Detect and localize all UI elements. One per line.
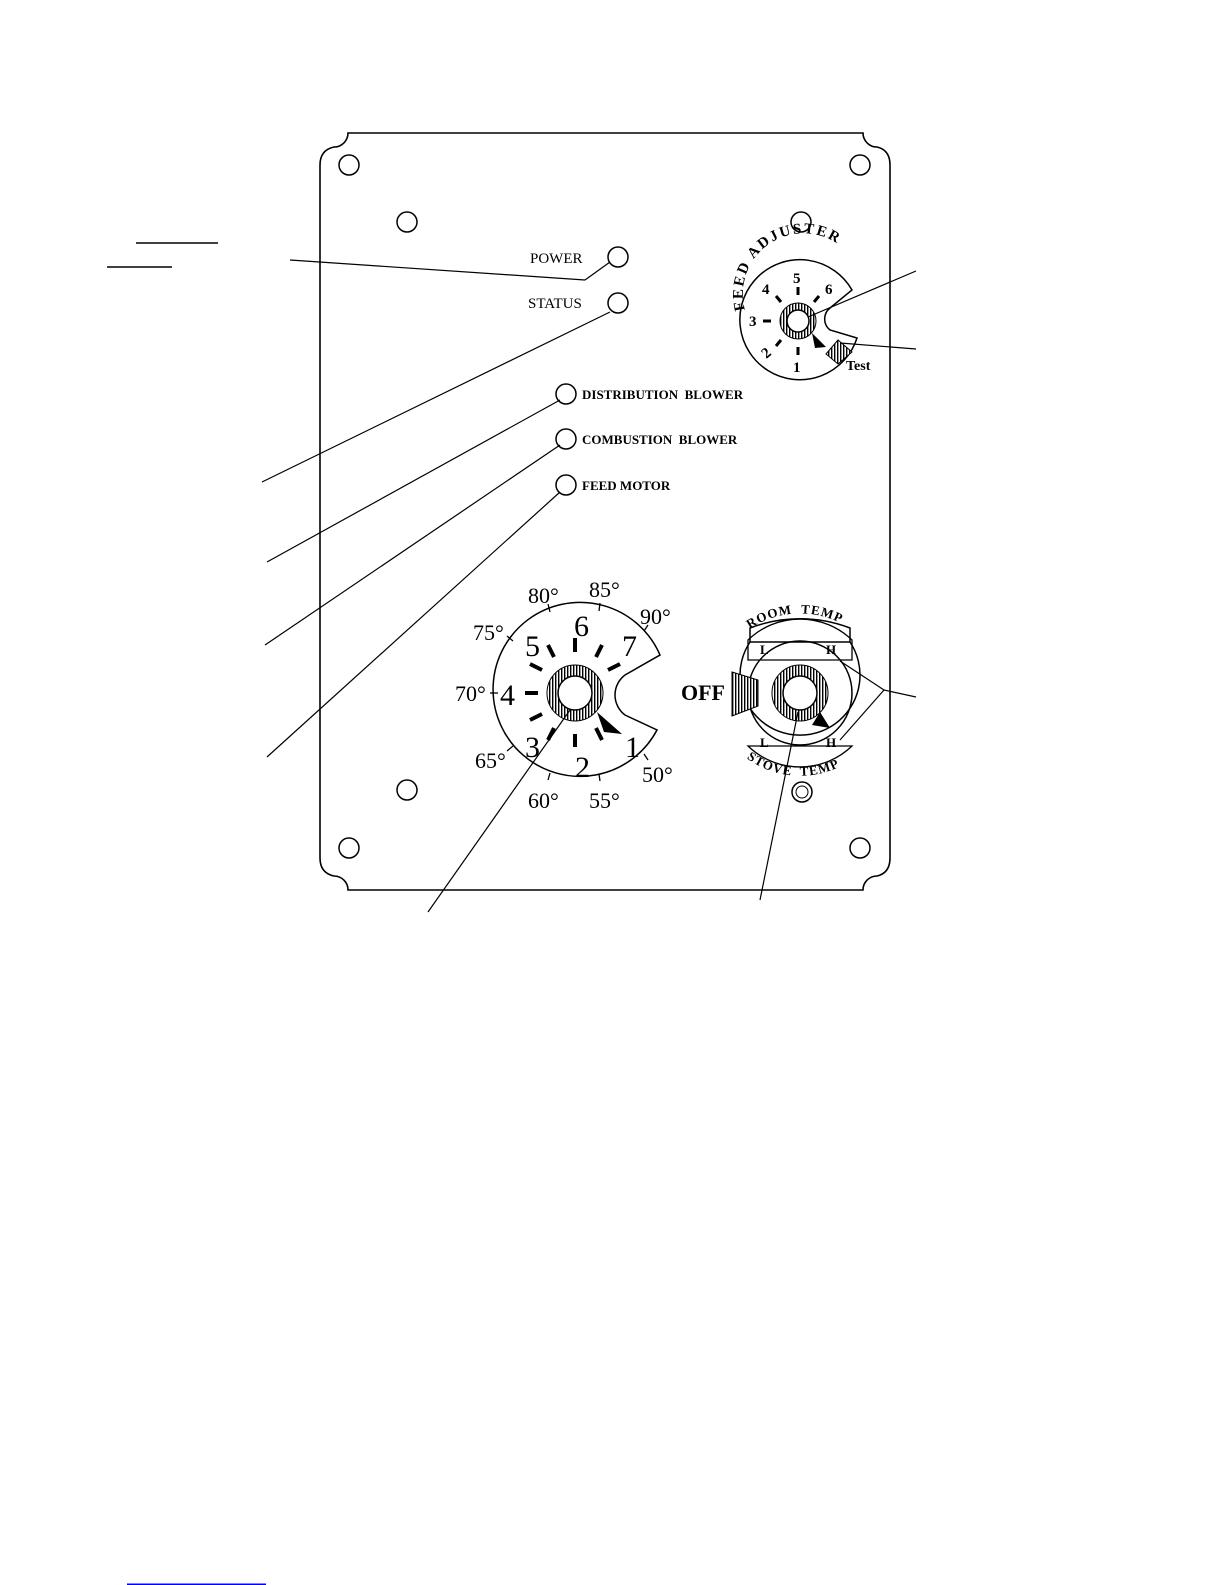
heat-setting-3: 3: [525, 731, 540, 764]
power-light: [608, 247, 628, 267]
combustion-blower-indicator: [556, 429, 738, 449]
temp-85: 85°: [589, 577, 620, 602]
stove-temp-label: STOVE TEMP: [744, 748, 841, 779]
stove-high-label: H: [826, 735, 837, 750]
feed-setting-5: 5: [793, 271, 801, 287]
combustion-blower-label: COMBUSTION BLOWER: [582, 432, 738, 447]
feed-setting-1: 1: [793, 360, 801, 376]
heat-dial-cap: [558, 676, 592, 710]
feed-motor-light: [556, 475, 576, 495]
feed-adjuster-pointer: [812, 333, 826, 348]
heat-setting-7: 7: [622, 630, 637, 663]
feed-setting-4: 4: [762, 282, 770, 298]
heat-setting-5: 5: [525, 630, 540, 663]
callout-feed-motor: [267, 492, 560, 757]
off-label: OFF: [681, 680, 725, 705]
reset-button[interactable]: [792, 782, 812, 802]
heat-setting-6: 6: [574, 610, 589, 643]
room-low-label: L: [760, 642, 769, 657]
feed-setting-3: 3: [749, 314, 757, 330]
status-label: STATUS: [528, 296, 582, 312]
feed-adjuster-cap: [787, 310, 809, 332]
reset-button-inner: [796, 786, 808, 798]
callout-power-tail: [585, 262, 610, 280]
callout-feed-test: [840, 343, 916, 349]
feed-adjuster-title: FEED ADJUSTER: [730, 221, 845, 313]
off-wedge: [732, 672, 758, 716]
heat-setting-1: 1: [625, 731, 640, 764]
power-indicator: [530, 247, 628, 267]
feed-motor-label: FEED MOTOR: [582, 478, 671, 493]
callout-distribution: [267, 400, 560, 562]
status-light: [608, 293, 628, 313]
mounting-hole: [850, 155, 870, 175]
temp-60: 60°: [528, 788, 559, 813]
temp-switch-cap: [783, 676, 817, 710]
mounting-hole: [850, 838, 870, 858]
callout-temp-h-upper: [840, 661, 884, 690]
heat-dial-pointer: [597, 712, 622, 734]
power-label: POWER: [530, 251, 583, 267]
distribution-blower-indicator: [556, 384, 744, 404]
mounting-hole: [397, 212, 417, 232]
distribution-blower-label: DISTRIBUTION BLOWER: [582, 387, 744, 402]
temp-selector-switch[interactable]: [0, 0, 876, 802]
temp-80: 80°: [528, 583, 559, 608]
feed-setting-6: 6: [825, 282, 833, 298]
temp-75: 75°: [473, 620, 504, 645]
mounting-hole: [339, 155, 359, 175]
heat-range-dial[interactable]: [455, 577, 673, 813]
room-high-label: H: [826, 642, 837, 657]
status-indicator: [528, 293, 628, 313]
temp-50: 50°: [642, 762, 673, 787]
room-temp-label: ROOM TEMP: [743, 601, 846, 632]
feed-setting-2: 2: [758, 345, 775, 363]
mounting-hole: [339, 838, 359, 858]
temp-90: 90°: [640, 604, 671, 629]
heat-setting-4: 4: [500, 679, 515, 712]
mounting-hole: [397, 780, 417, 800]
callout-combustion: [265, 445, 560, 645]
callout-status: [262, 312, 610, 482]
heat-setting-2: 2: [575, 751, 590, 784]
temp-55: 55°: [589, 788, 620, 813]
feed-motor-indicator: [556, 475, 671, 495]
feed-test-label: Test: [846, 359, 871, 374]
temp-65: 65°: [475, 748, 506, 773]
temp-70: 70°: [455, 681, 486, 706]
feed-adjuster[interactable]: [731, 221, 871, 380]
callout-temp-h: [884, 690, 916, 697]
stove-low-label: L: [760, 735, 769, 750]
